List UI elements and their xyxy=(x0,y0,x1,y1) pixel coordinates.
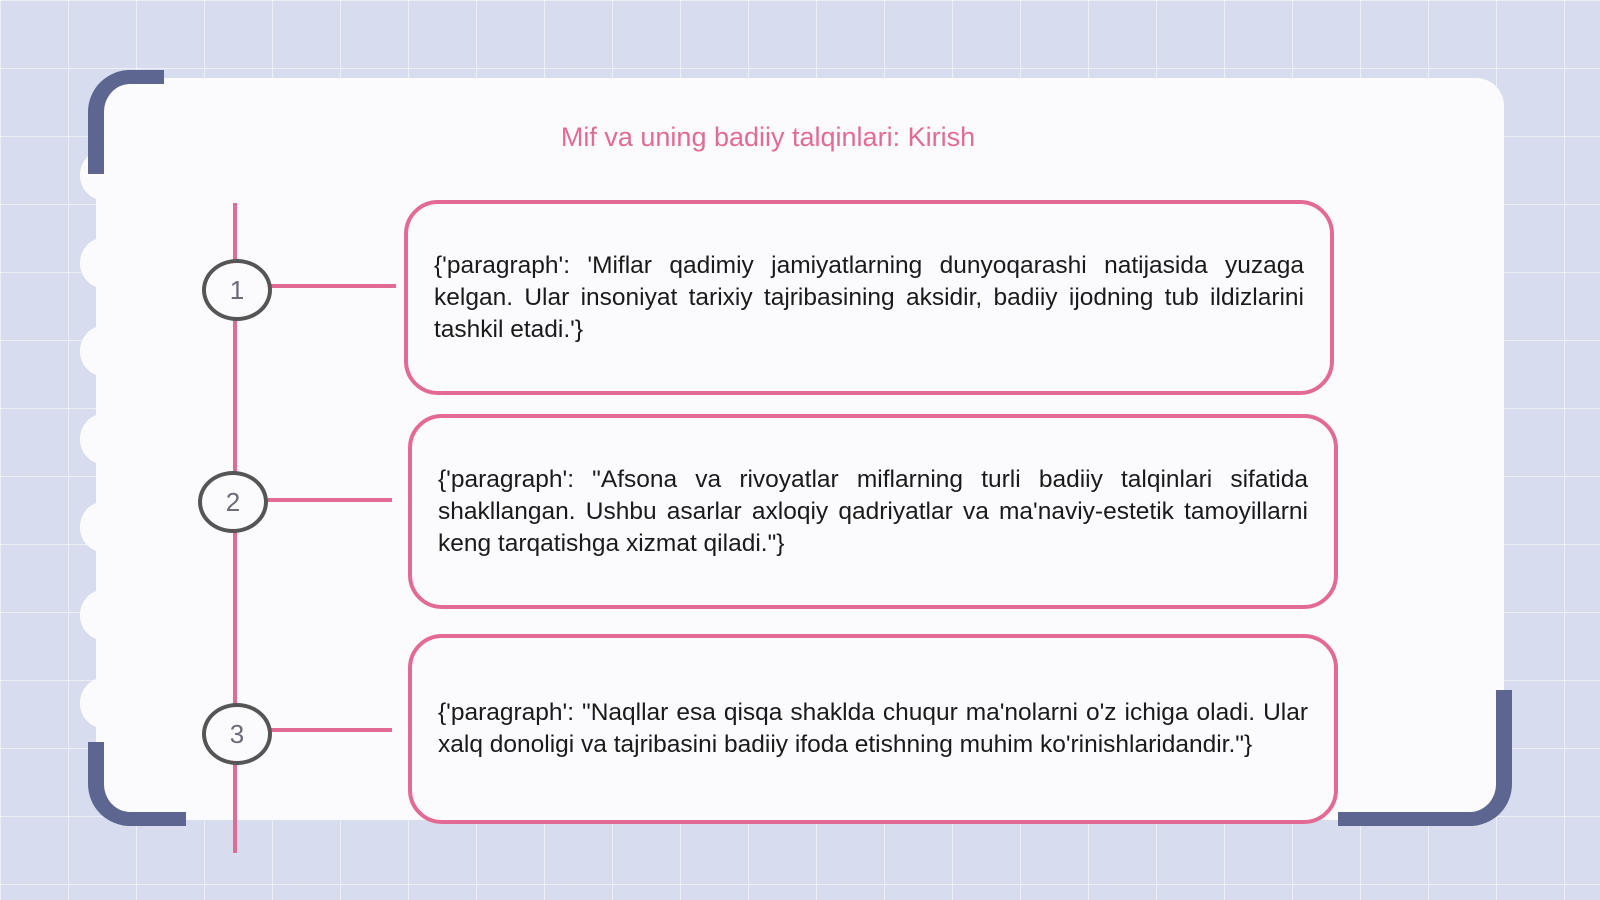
timeline-card-text: {'paragraph': "Naqllar esa qisqa shaklda chuqur ma'nolarni o'z ichiga oladi. Ular xalq donoligi va tajribasini badiiy ifoda etishning muhim ko'rinishlaridandir."} xyxy=(438,699,1308,758)
frame-corner-bottom-left xyxy=(88,742,186,826)
timeline-connector xyxy=(262,498,392,502)
frame-corner-bottom-right xyxy=(1338,690,1512,826)
binder-notch xyxy=(80,590,126,640)
timeline-connector xyxy=(264,728,392,732)
timeline-card-1 xyxy=(404,200,1334,395)
slide-title: Mif va uning badiiy talqinlari: Kirish xyxy=(560,122,976,152)
timeline-marker-2: 2 xyxy=(198,471,268,533)
binder-notch xyxy=(80,678,126,728)
timeline-card-2 xyxy=(408,414,1338,609)
binder-notch xyxy=(80,414,126,464)
timeline-marker-3: 3 xyxy=(202,703,272,765)
binder-notch xyxy=(80,502,126,552)
timeline-marker-1: 1 xyxy=(202,259,272,321)
timeline-card-text: {'paragraph': 'Miflar qadimiy jamiyatlarning dunyoqarashi natijasida yuzaga kelgan. Ular insoniyat tarixiy tajribasining aksidir, badiiy ijodning tub ildizlarini tashkil etadi.'} xyxy=(434,251,1304,343)
binder-notch xyxy=(80,326,126,376)
timeline-connector xyxy=(264,284,396,288)
binder-notch xyxy=(80,238,126,288)
timeline-card-3 xyxy=(408,634,1338,824)
timeline-card-text: {'paragraph': "Afsona va rivoyatlar miflarning turli badiiy talqinlari sifatida shakllangan. Ushbu asarlar axloqiy qadriyatlar va ma'naviy-estetik tamoyillarni keng tarqatishga xizmat qiladi."} xyxy=(438,465,1308,557)
